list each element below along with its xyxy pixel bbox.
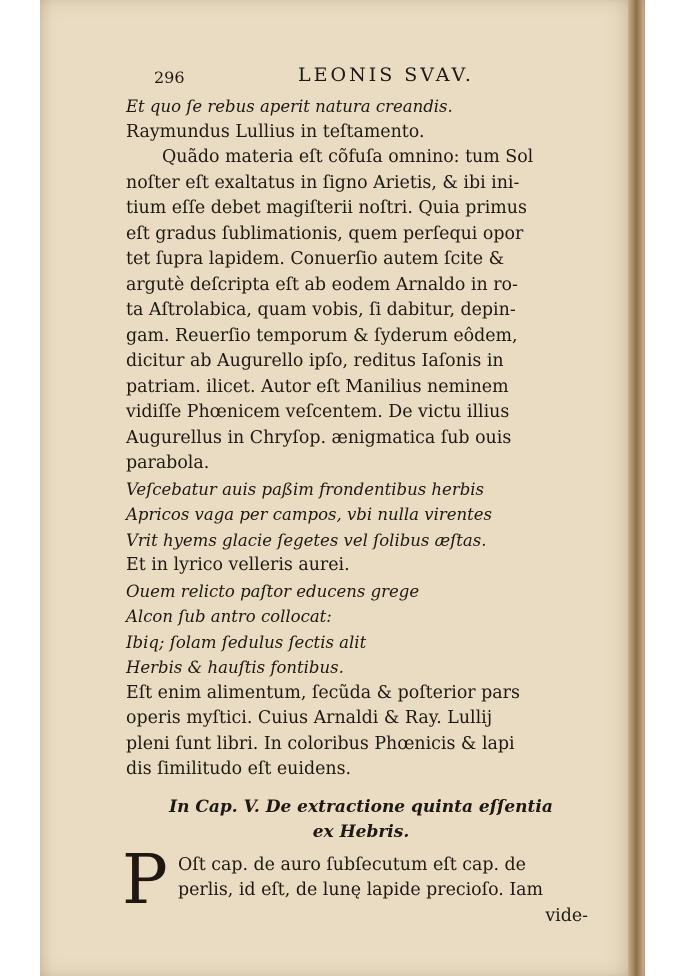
text-line: vidiſſe Phœnicem veſcentem. De victu illius: [126, 402, 510, 422]
page-text-block: [122, 60, 596, 929]
text-line: dicitur ab Augurello ipſo, reditus Iaſonis in: [126, 351, 504, 371]
text-line: dis ſimilitudo eſt euidens.: [126, 759, 352, 779]
text-line: eſt gradus ſublimationis, quem perſequi opor: [126, 223, 524, 244]
text-line: Quãdo materia eſt cõfuſa omnino: tum Sol: [162, 147, 534, 167]
text-line: Raymundus Lullius in teſtamento.: [126, 121, 425, 142]
text-line: pleni ſunt libri. In coloribus Phœnicis & lapi: [126, 733, 515, 754]
text-line: ta Aſtrolabica, quam vobis, ſi dabitur, depin-: [126, 300, 516, 320]
chapter-heading-line-2: ex Hebris.: [312, 821, 410, 842]
text-line: Alcon ſub antro collocat:: [126, 607, 332, 626]
text-line: gam. Reuerſio temporum & ſyderum eôdem,: [126, 325, 518, 346]
text-line: operis myſtici. Cuius Arnaldi & Ray. Lullij: [126, 708, 493, 728]
text-line: Veſcebatur auis paßim frondentibus herbis: [126, 479, 485, 499]
body-lines: [126, 94, 596, 783]
text-line: Vrit hyems glacie ſegetes vel ſolibus æſtas.: [126, 530, 487, 550]
final-line: perlis, id eſt, de lunę lapide precioſo. Iam: [178, 880, 544, 900]
drop-cap: P: [122, 841, 168, 920]
running-head-title: LEONIS SVAV.: [298, 64, 474, 86]
text-line: noſter eſt exaltatus in ſigno Arietis, & ibi ini-: [126, 172, 520, 193]
text-line: tet ſupra lapidem. Conuerſio autem ſcite &: [126, 249, 505, 269]
text-line: Apricos vaga per campos, vbi nulla virentes: [126, 505, 493, 524]
page-number: 296: [154, 68, 185, 87]
final-line: Oſt cap. de auro ſubſecutum eſt cap. de: [178, 854, 526, 875]
text-line: parabola.: [126, 453, 210, 473]
text-line: tium eſſe debet magiſterii noſtri. Quia primus: [126, 198, 527, 218]
text-line: Ouem relicto paſtor educens grege: [126, 581, 420, 601]
page-gutter: [628, 0, 642, 976]
text-line: Ibiq; ſolam ſedulus ſectis alit: [126, 632, 367, 652]
catchword: vide-: [545, 905, 588, 926]
text-line: Et in lyrico velleris aurei.: [126, 555, 350, 575]
chapter-heading-line-1: In Cap. V. De extractione quinta eſſentia: [169, 796, 553, 817]
text-line: Herbis & hauſtis fontibus.: [126, 658, 344, 677]
text-line: argutè deſcripta eſt ab eodem Arnaldo in ro-: [126, 274, 518, 295]
text-line: Augurellus in Chryſop. ænigmatica ſub ouis: [126, 427, 512, 448]
running-header: [126, 60, 596, 94]
text-line: patriam. ilicet. Autor eſt Manilius neminem: [126, 376, 509, 397]
text-line: Eſt enim alimentum, ſecũda & poſterior pars: [126, 682, 520, 703]
text-line: Et quo ſe rebus aperit natura creandis.: [126, 97, 453, 116]
